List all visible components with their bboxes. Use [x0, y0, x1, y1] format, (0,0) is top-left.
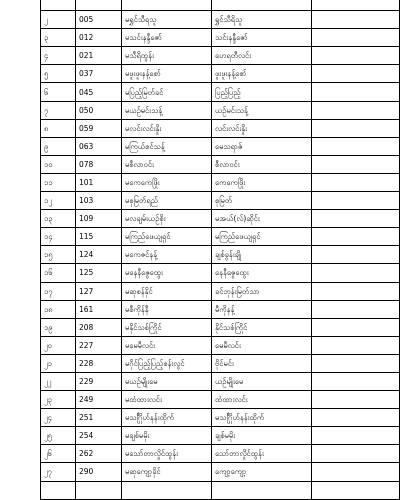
table-row: [41, 336, 400, 354]
row-index-cell: ၉: [41, 137, 76, 155]
student-name-cell: မကေဇင်နန့်: [122, 246, 212, 264]
table-row: [41, 228, 400, 246]
student-code-cell: 059: [76, 119, 122, 137]
table-row: [41, 47, 400, 65]
table-row: [41, 210, 400, 228]
student-code-cell: 012: [76, 29, 122, 47]
blank-cell: [312, 246, 400, 264]
student-code-cell: 127: [76, 282, 122, 300]
student-name-cell: မကေကေဖြိုး: [122, 173, 212, 191]
student-name-cell: မကြယ်စင်သန့်: [122, 137, 212, 155]
secondary-name-cell: [212, 0, 312, 11]
row-index-cell: ၂၃: [41, 391, 76, 409]
blank-cell: [312, 137, 400, 155]
table-row: [41, 372, 400, 390]
student-code-cell: 109: [76, 210, 122, 228]
blank-cell: [312, 463, 400, 481]
student-name-cell: မပြည့်မြတ်ခင်: [122, 83, 212, 101]
row-index-cell: ၅: [41, 65, 76, 83]
secondary-name-cell: နိုင်သစ်ကြိုင်: [212, 318, 312, 336]
secondary-name-cell: ပြည့်ပြည့်: [212, 83, 312, 101]
table-row: [41, 481, 400, 499]
student-name-cell: မစီလာဝင်း: [122, 155, 212, 173]
secondary-name-cell: ခင်ဘုန်းမြတ်သာ: [212, 282, 312, 300]
student-name-cell: မသီရိထွန်း: [122, 47, 212, 65]
student-code-cell: 161: [76, 300, 122, 318]
blank-cell: [312, 282, 400, 300]
secondary-name-cell: လင်းလင်းနှိုး: [212, 119, 312, 137]
row-index-cell: ၂၀: [41, 336, 76, 354]
table-row: [41, 65, 400, 83]
table-row: [41, 246, 400, 264]
row-index-cell: ၂၇: [41, 463, 76, 481]
secondary-name-cell: [212, 481, 312, 499]
student-code-cell: 037: [76, 65, 122, 83]
student-code-cell: [76, 481, 122, 499]
blank-cell: [312, 210, 400, 228]
row-index-cell: ၆: [41, 83, 76, 101]
student-code-cell: 115: [76, 228, 122, 246]
table-row: [41, 264, 400, 282]
blank-cell: [312, 445, 400, 463]
student-name-cell: မစီကိုန်နီ: [122, 300, 212, 318]
table-row: [41, 29, 400, 47]
row-index-cell: ၄: [41, 47, 76, 65]
table-row: [41, 192, 400, 210]
student-code-cell: 229: [76, 372, 122, 390]
student-name-cell: မသင်းနန္ဒီဇော်: [122, 29, 212, 47]
student-name-cell: မနေနီဇွေထွေး: [122, 264, 212, 282]
student-name-cell: မယဉ်မျိုးမေ: [122, 372, 212, 390]
secondary-name-cell: ကေကေဖြိုး: [212, 173, 312, 191]
table-row: [41, 101, 400, 119]
blank-cell: [312, 11, 400, 29]
student-code-cell: 251: [76, 409, 122, 427]
secondary-name-cell: မီကိုနန့်: [212, 300, 312, 318]
secondary-name-cell: သော်တာလှိုင်ထွန်း: [212, 445, 312, 463]
blank-cell: [312, 318, 400, 336]
student-code-cell: 262: [76, 445, 122, 463]
student-code-cell: 208: [76, 318, 122, 336]
table-row: [41, 427, 400, 445]
row-index-cell: ၂: [41, 11, 76, 29]
row-index-cell: ၂၅: [41, 427, 76, 445]
student-name-cell: မကြည်ဖေယျရှင်: [122, 228, 212, 246]
blank-cell: [312, 354, 400, 372]
student-code-cell: 249: [76, 391, 122, 409]
student-code-cell: 125: [76, 264, 122, 282]
blank-cell: [312, 0, 400, 11]
blank-cell: [312, 173, 400, 191]
blank-cell: [312, 155, 400, 173]
student-code-cell: 228: [76, 354, 122, 372]
row-index-cell: [41, 0, 76, 11]
table-row: [41, 409, 400, 427]
table-row: [41, 354, 400, 372]
blank-cell: [312, 119, 400, 137]
secondary-name-cell: ဗိုင်မင်း: [212, 354, 312, 372]
row-index-cell: ၁၄: [41, 228, 76, 246]
blank-cell: [312, 409, 400, 427]
student-name-cell: မလချမ်းယဉ်စိုး: [122, 210, 212, 228]
student-code-cell: 063: [76, 137, 122, 155]
row-index-cell: ၂၁: [41, 354, 76, 372]
table-row: [41, 318, 400, 336]
student-code-cell: 050: [76, 101, 122, 119]
blank-cell: [312, 101, 400, 119]
row-index-cell: ၂၂: [41, 372, 76, 390]
table-row: [41, 391, 400, 409]
secondary-name-cell: ထံထားလင်း: [212, 391, 312, 409]
table-row: [41, 11, 400, 29]
student-name-cell: မလင်းလင်းနှိုး: [122, 119, 212, 137]
student-name-cell: မသင်္ဂြိုဟ်နန်းထိုက်: [122, 409, 212, 427]
table-row: [41, 463, 400, 481]
student-code-cell: 021: [76, 47, 122, 65]
blank-cell: [312, 427, 400, 445]
student-code-cell: 005: [76, 11, 122, 29]
student-code-cell: 124: [76, 246, 122, 264]
blank-cell: [312, 481, 400, 499]
blank-cell: [312, 391, 400, 409]
row-index-cell: ၂၆: [41, 445, 76, 463]
row-index-cell: ၁၈: [41, 300, 76, 318]
row-index-cell: ၁၀: [41, 155, 76, 173]
student-name-cell: မသော်တာလှိုင်ထွန်း: [122, 445, 212, 463]
secondary-name-cell: ချစ်ခွန်းချို: [212, 246, 312, 264]
blank-cell: [312, 264, 400, 282]
blank-cell: [312, 83, 400, 101]
row-index-cell: ၁၃: [41, 210, 76, 228]
blank-cell: [312, 47, 400, 65]
row-index-cell: ၁၇: [41, 282, 76, 300]
secondary-name-cell: မေသရာဇ်: [212, 137, 312, 155]
student-name-cell: မယဉ်မင်းသန့်: [122, 101, 212, 119]
student-name-cell: မနိုင်သစ်ကြိုင်: [122, 318, 212, 336]
student-name-cell: မဖူးဖူးနန့်စော်: [122, 65, 212, 83]
table-row: [41, 119, 400, 137]
student-name-cell: [122, 0, 212, 11]
secondary-name-cell: ချစ်မမိုး: [212, 427, 312, 445]
row-index-cell: ၁၂: [41, 192, 76, 210]
roster-table: [40, 0, 400, 500]
student-code-cell: 078: [76, 155, 122, 173]
row-index-cell: ၃: [41, 29, 76, 47]
student-name-cell: မဂိုင်ပြည့်ပြည့်စန်းလွင်: [122, 354, 212, 372]
secondary-name-cell: မေမီလင်း: [212, 336, 312, 354]
secondary-name-cell: ယဉ်မျိုးမေ: [212, 372, 312, 390]
student-name-cell: မဆုစန်နိုင်: [122, 282, 212, 300]
table-row: [41, 155, 400, 173]
secondary-name-cell: စုမြတ်: [212, 192, 312, 210]
blank-cell: [312, 372, 400, 390]
blank-cell: [312, 65, 400, 83]
student-name-cell: မရွှင်သီရသူ: [122, 11, 212, 29]
row-index-cell: ၁၆: [41, 264, 76, 282]
secondary-name-cell: ဖူးဖူးနန့်စော်: [212, 65, 312, 83]
row-index-cell: ၁၅: [41, 246, 76, 264]
secondary-name-cell: နေနီဇွေထွေး: [212, 264, 312, 282]
secondary-name-cell: ကျော့ကျော့: [212, 463, 312, 481]
student-name-cell: မမေမီလင်း: [122, 336, 212, 354]
table-row: [41, 137, 400, 155]
student-code-cell: 290: [76, 463, 122, 481]
student-name-cell: မချစ်မမိုး: [122, 427, 212, 445]
table-row: [41, 0, 400, 11]
blank-cell: [312, 300, 400, 318]
table-row: [41, 300, 400, 318]
table-row: [41, 282, 400, 300]
secondary-name-cell: ရွှင်သီရိသူ: [212, 11, 312, 29]
secondary-name-cell: မသင်္ဂြိုဟ်နန်းထိုက်: [212, 409, 312, 427]
roster-table-body: [41, 0, 400, 499]
row-index-cell: ၁၁: [41, 173, 76, 191]
secondary-name-cell: မအယ်(လ်)ဆိုင်း: [212, 210, 312, 228]
table-row: [41, 83, 400, 101]
row-index-cell: ၂၄: [41, 409, 76, 427]
secondary-name-cell: မကြည်ဖေယျရှင်: [212, 228, 312, 246]
table-row: [41, 445, 400, 463]
student-name-cell: မစုမြတ်ရည်: [122, 192, 212, 210]
student-code-cell: 254: [76, 427, 122, 445]
row-index-cell: ၁၉: [41, 318, 76, 336]
row-index-cell: ၈: [41, 119, 76, 137]
blank-cell: [312, 228, 400, 246]
blank-cell: [312, 192, 400, 210]
table-row: [41, 173, 400, 191]
secondary-name-cell: ဟေရတီလင်း: [212, 47, 312, 65]
row-index-cell: ၇: [41, 101, 76, 119]
student-name-cell: [122, 481, 212, 499]
secondary-name-cell: ယဉ်မင်းသန့်: [212, 101, 312, 119]
student-name-cell: မဆုကျော့ခိုင်: [122, 463, 212, 481]
blank-cell: [312, 29, 400, 47]
student-code-cell: 045: [76, 83, 122, 101]
student-code-cell: [76, 0, 122, 11]
row-index-cell: [41, 481, 76, 499]
student-code-cell: 101: [76, 173, 122, 191]
blank-cell: [312, 336, 400, 354]
student-code-cell: 227: [76, 336, 122, 354]
secondary-name-cell: သင်းနန္ဒီဇော်: [212, 29, 312, 47]
student-name-cell: မထံထားလင်း: [122, 391, 212, 409]
student-code-cell: 103: [76, 192, 122, 210]
secondary-name-cell: စီလာဝင်း: [212, 155, 312, 173]
